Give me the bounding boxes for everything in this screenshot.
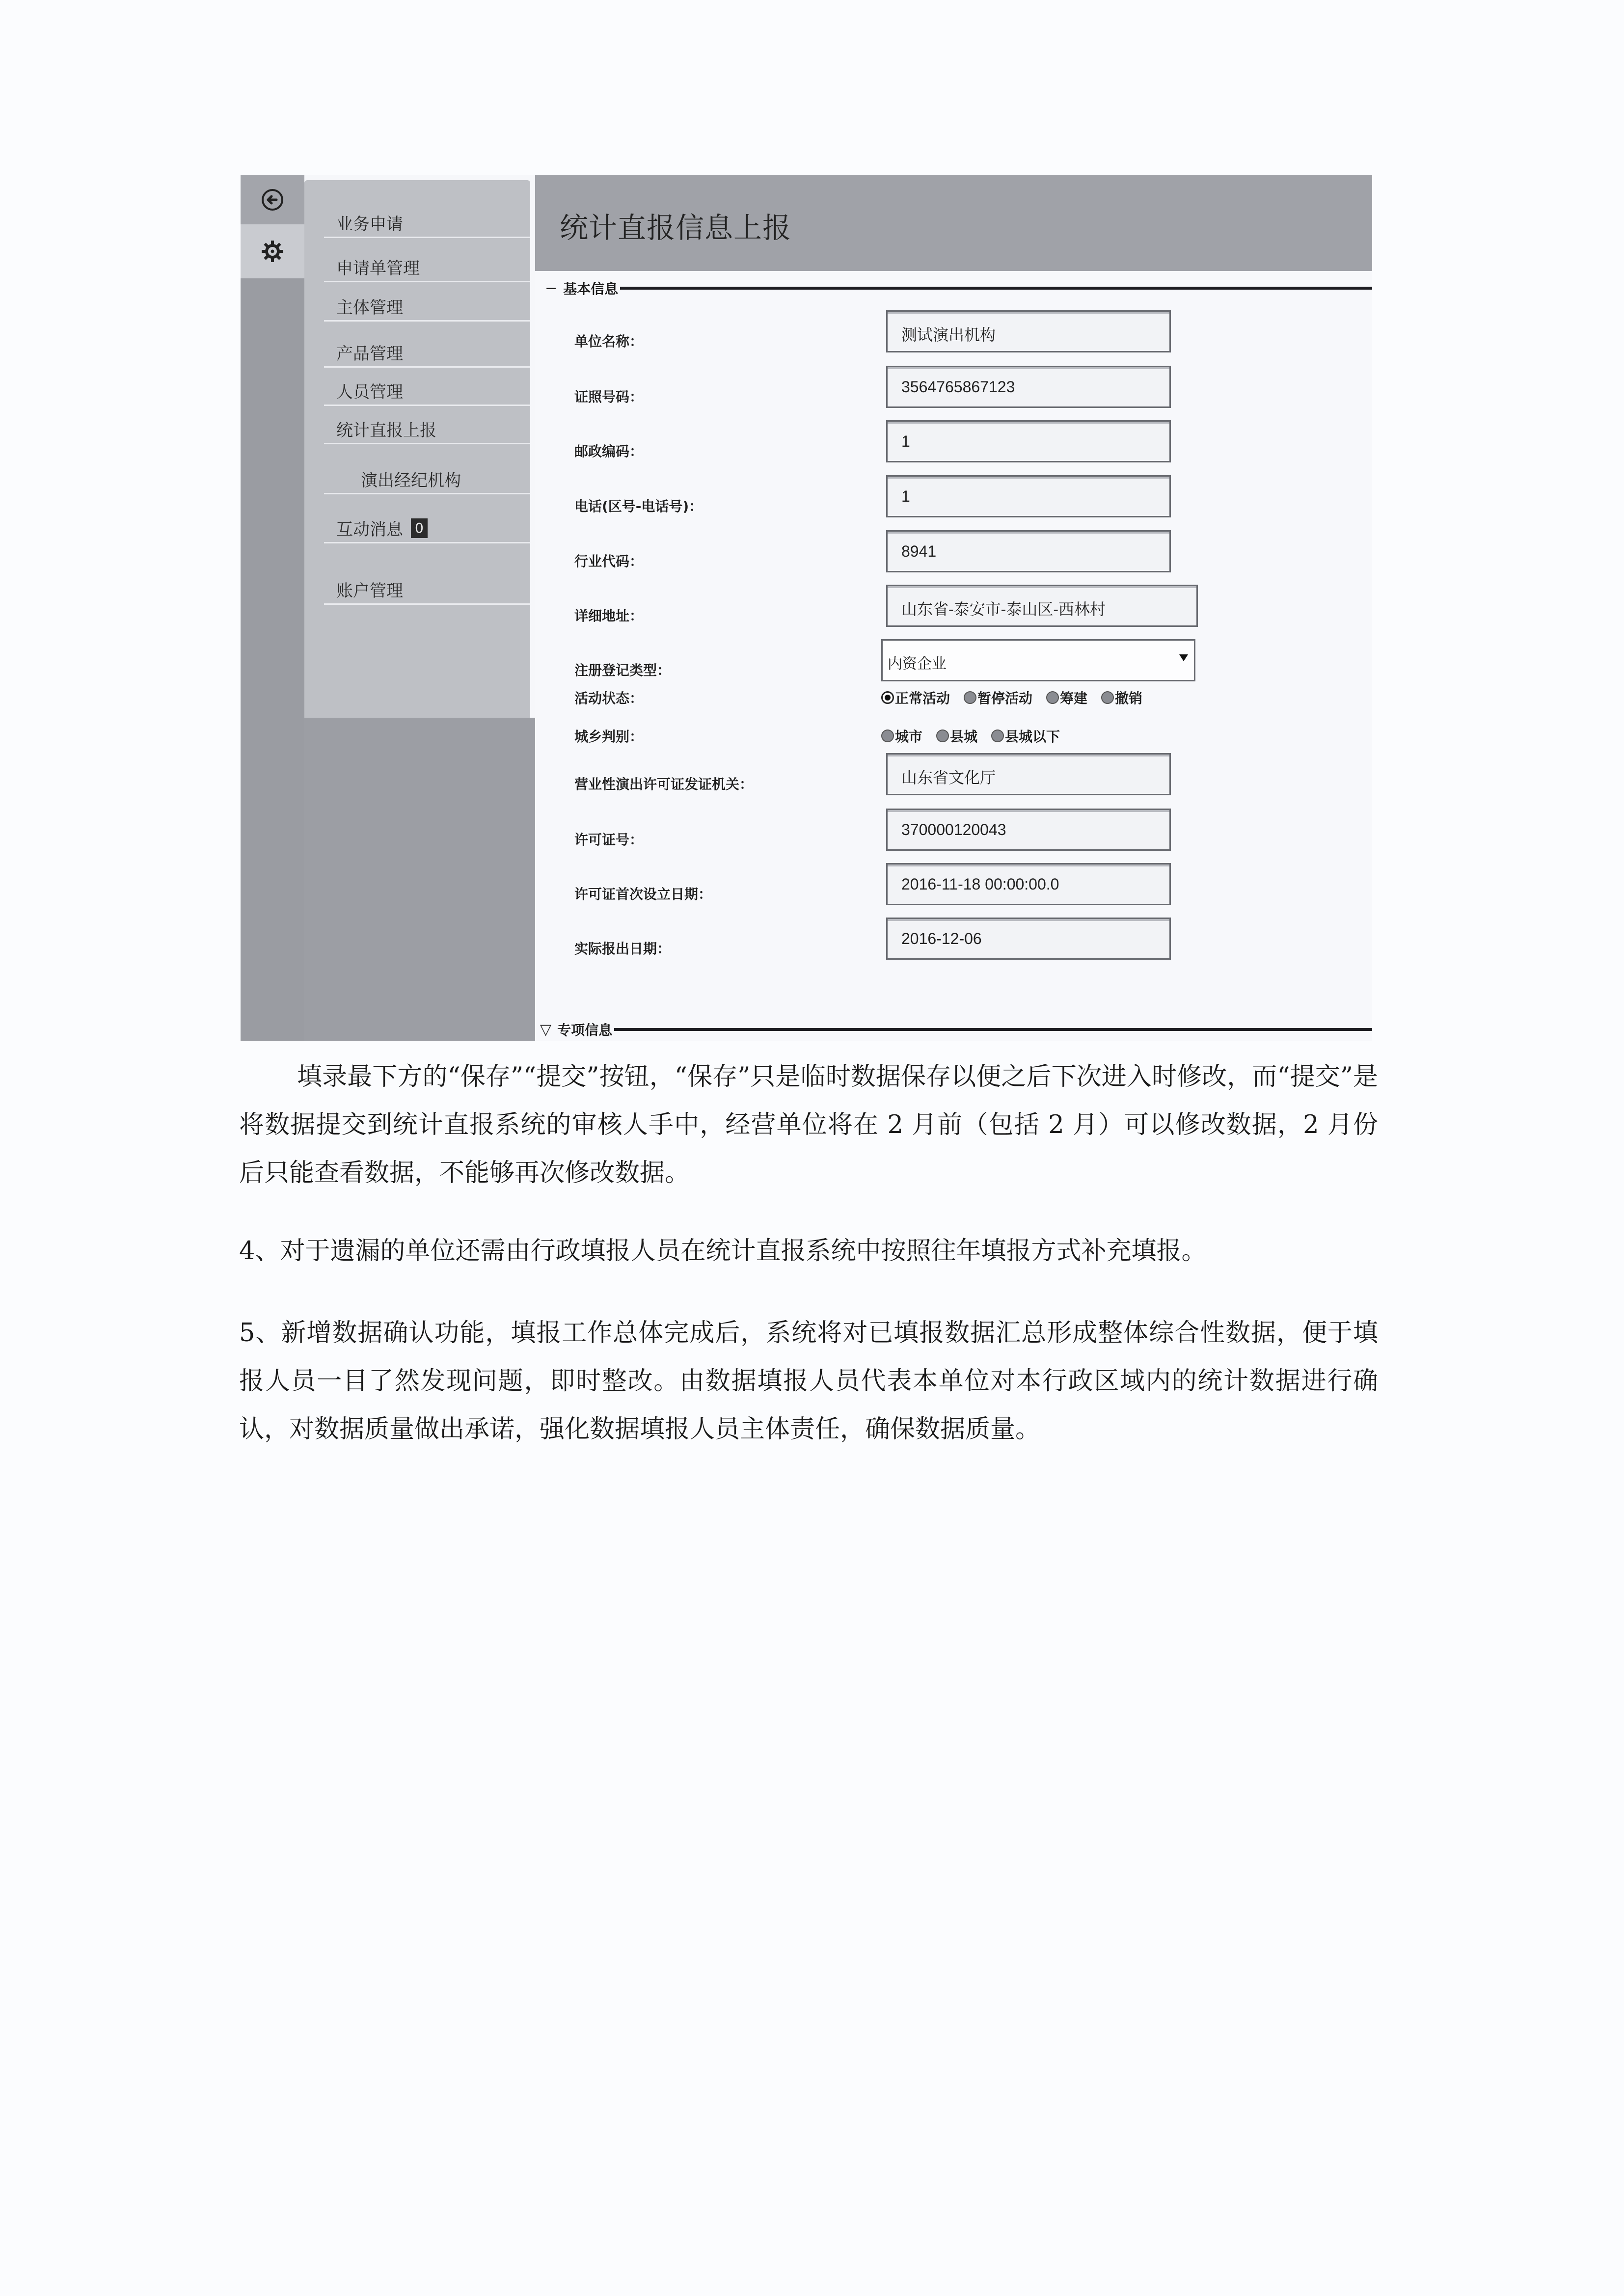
field-label: 邮政编码： [574, 443, 644, 459]
sidebar-item-interactive-messages[interactable] [324, 514, 530, 543]
permit-number-input[interactable]: 370000120043 [886, 809, 1171, 851]
gear-icon [261, 240, 284, 263]
page-header [535, 175, 1372, 271]
field-label: 行业代码： [574, 553, 644, 569]
field-row-address [574, 585, 1311, 634]
field-label: 许可证首次设立日期： [574, 886, 712, 902]
circle-arrow-left-icon [261, 188, 284, 212]
icon-rail [241, 175, 304, 1041]
collapse-icon: − [545, 279, 558, 297]
radio-suspended-activity[interactable] [964, 688, 1032, 707]
radio-normal-activity[interactable] [881, 688, 950, 707]
sidebar-item-label: 主体管理 [336, 298, 403, 318]
sidebar-item-label: 统计直报上报 [336, 421, 436, 440]
selected-option: 内资企业 [888, 655, 947, 673]
radio-label: 撤销 [1115, 690, 1143, 706]
radio-label: 县城以下 [1005, 729, 1060, 745]
radio-checked-icon [881, 691, 894, 704]
radio-label: 暂停活动 [977, 690, 1033, 706]
field-label: 详细地址： [574, 608, 644, 624]
unit-name-input[interactable]: 测试演出机构 [886, 310, 1171, 352]
field-row-activity-status [574, 677, 1311, 716]
field-label: 实际报出日期： [574, 941, 671, 957]
sidebar-item-label: 人员管理 [336, 382, 403, 402]
sidebar-item-business-application[interactable] [324, 209, 530, 238]
radio-below-county[interactable] [991, 726, 1060, 746]
paragraph-save-submit: 填录最下方的“保存”“提交”按钮，“保存”只是临时数据保存以便之后下次进入时修改，而“提交”是将数据提交到统计直报系统的审核人手中，经营单位将在 2 月前（包括 2 月）可以修改数据，2 月份后只能查看数据，不能够再次修改数据。 [239, 1062, 1378, 1188]
field-label: 注册登记类型： [574, 662, 671, 678]
postal-code-input[interactable]: 1 [886, 420, 1171, 462]
sidebar-subitem-performance-agency[interactable] [324, 465, 530, 494]
field-label: 电话(区号-电话号)： [574, 498, 703, 514]
urban-rural-radio-group [881, 726, 1060, 746]
radio-unchecked-icon [1046, 691, 1059, 704]
field-row-postal-code [574, 420, 1311, 469]
field-label: 单位名称： [574, 333, 644, 350]
field-label: 城乡判别： [574, 729, 644, 745]
radio-unchecked-icon [881, 729, 894, 742]
field-row-permit-number [574, 809, 1311, 858]
radio-unchecked-icon [936, 729, 949, 742]
permit-first-date-input[interactable]: 2016-11-18 00:00:00.0 [886, 863, 1171, 905]
settings-tab[interactable] [241, 224, 304, 278]
license-number-input[interactable]: 3564765867123 [886, 366, 1171, 408]
nav-background [304, 718, 535, 1041]
radio-city[interactable] [881, 726, 922, 746]
section-basic-info[interactable] [545, 278, 1372, 298]
back-button[interactable] [241, 175, 304, 224]
sidebar-item-label: 互动消息 [336, 520, 403, 540]
radio-unchecked-icon [1101, 691, 1114, 704]
issuing-authority-input[interactable]: 山东省文化厅 [886, 753, 1171, 795]
radio-preparing[interactable] [1046, 688, 1087, 707]
sidebar-item-label: 产品管理 [336, 344, 403, 364]
sidebar-nav [304, 180, 530, 718]
expand-triangle-icon: ▽ [540, 1021, 552, 1038]
sidebar-item-entity-management[interactable] [324, 292, 530, 322]
section-divider [620, 287, 1372, 290]
field-row-phone [574, 475, 1311, 524]
section-divider [614, 1028, 1372, 1031]
radio-label: 县城 [950, 729, 978, 745]
radio-label: 城市 [895, 729, 923, 745]
field-label: 营业性演出许可证发证机关： [574, 776, 754, 792]
field-row-industry-code [574, 530, 1311, 579]
phone-input[interactable]: 1 [886, 475, 1171, 517]
registration-type-select[interactable] [881, 639, 1195, 681]
radio-unchecked-icon [964, 691, 976, 704]
field-row-permit-first-date [574, 863, 1311, 912]
field-row-license-number [574, 366, 1311, 415]
activity-status-radio-group [881, 688, 1142, 707]
radio-label: 正常活动 [895, 690, 950, 706]
address-input[interactable]: 山东省-泰安市-泰山区-西林村 [886, 585, 1198, 627]
section-title: 专项信息 [557, 1022, 613, 1038]
field-label: 证照号码： [574, 389, 644, 405]
sidebar-item-label: 业务申请 [336, 215, 403, 234]
section-title: 基本信息 [563, 281, 619, 297]
radio-unchecked-icon [991, 729, 1004, 742]
actual-report-date-input[interactable]: 2016-12-06 [886, 918, 1171, 960]
radio-revoked[interactable] [1101, 688, 1142, 707]
sidebar-item-statistics-report[interactable] [324, 415, 530, 444]
main-content [535, 175, 1372, 1041]
message-count-badge: 0 [411, 518, 428, 538]
embedded-screenshot [241, 175, 1372, 1041]
sidebar-item-label: 账户管理 [336, 581, 403, 601]
field-label: 活动状态： [574, 690, 644, 706]
paragraph-item-5: 5、新增数据确认功能，填报工作总体完成后，系统将对已填报数据汇总形成整体综合性数据，便于填报人员一目了然发现问题，即时整改。由数据填报人员代表本单位对本行政区域内的统计数据进行确认，对数据质量做出承诺，强化数据填报人员主体责任，确保数据质量。 [239, 1319, 1378, 1444]
paragraph-item-4: 4、对于遗漏的单位还需由行政填报人员在统计直报系统中按照往年填报方式补充填报。 [239, 1237, 1207, 1266]
industry-code-input[interactable]: 8941 [886, 530, 1171, 572]
page-title: 统计直报信息上报 [560, 211, 792, 244]
sidebar-item-label: 申请单管理 [336, 259, 420, 278]
sidebar-item-personnel-management[interactable] [324, 377, 530, 406]
field-row-issuing-authority [574, 753, 1311, 802]
sidebar-item-label: 演出经纪机构 [361, 471, 461, 490]
section-special-info[interactable] [540, 1020, 1372, 1039]
dropdown-arrow-icon [1179, 654, 1188, 661]
sidebar-item-product-management[interactable] [324, 338, 530, 368]
field-label: 许可证号： [574, 832, 644, 848]
radio-label: 筹建 [1060, 690, 1088, 706]
sidebar-item-account-management[interactable] [324, 575, 530, 605]
field-row-urban-rural [574, 715, 1311, 755]
field-row-actual-report-date [574, 918, 1311, 967]
field-row-unit-name [574, 310, 1311, 359]
sidebar-item-application-management[interactable] [324, 253, 530, 282]
radio-county-town[interactable] [936, 726, 977, 746]
